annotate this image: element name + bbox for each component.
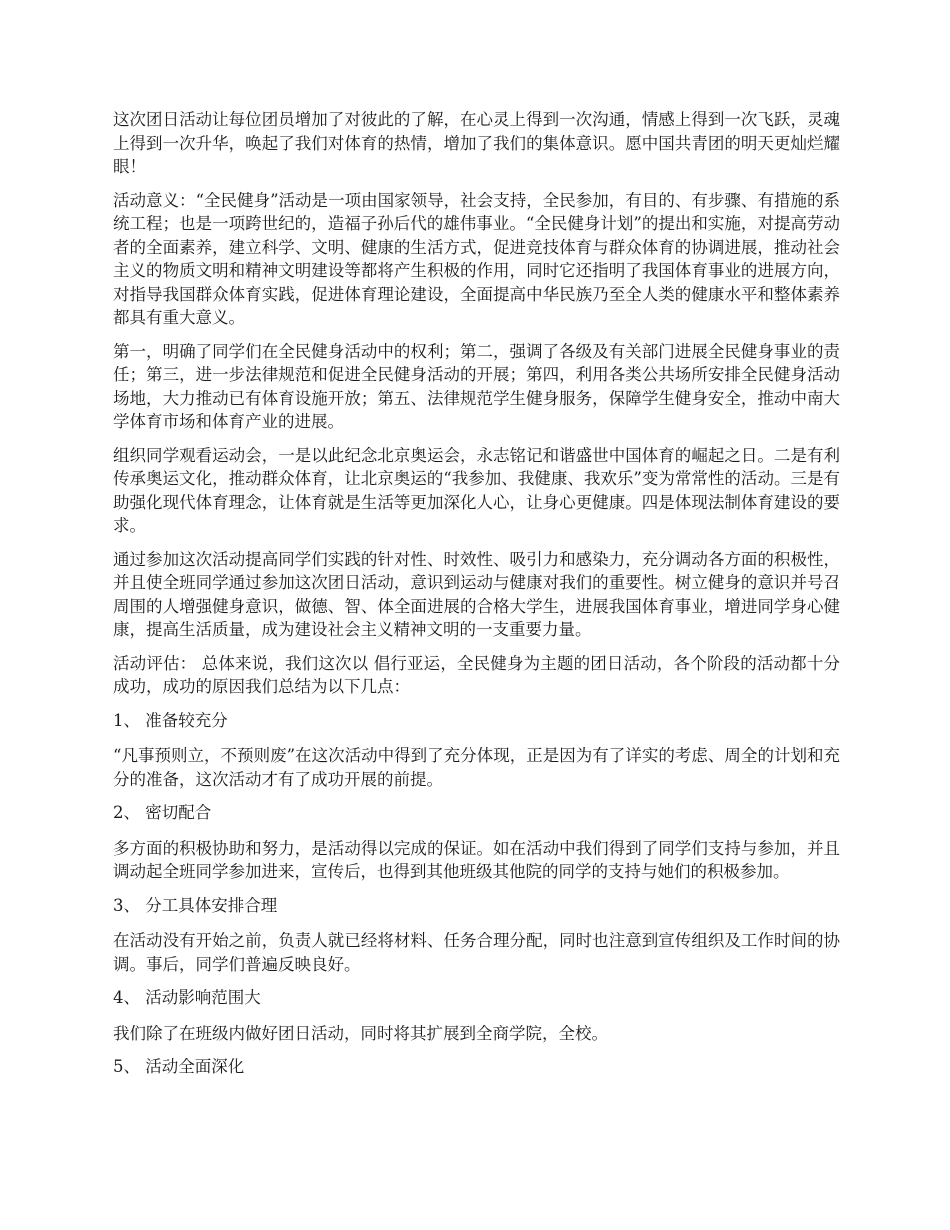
body-paragraph: 活动意义：“全民健身”活动是一项由国家领导，社会支持，全民参加，有目的、有步骤、有措施的系统工程；也是一项跨世纪的，造福子孙后代的雄伟事业。“全民健身计划”的提出和实施，对提高劳动者的全面素养，建立科学、文明、健康的生活方式，促进竞技体育与群众体育的协调进展，推动社会主义的物质文明和精神文明建设等都将产生积极的作用，同时它还指明了我国体育事业的进展方向，对指导我国群众体育实践，促进体育理论建设，全面提高中华民族乃至全人类的健康水平和整体素养都具有重大意义。 <box>113 190 840 327</box>
body-paragraph: 在活动没有开始之前，负责人就已经将材料、任务合理分配，同时也注意到宣传组织及工作时间的协调。事后，同学们普遍反映良好。 <box>113 931 840 974</box>
body-paragraph: 这次团日活动让每位团员增加了对彼此的了解，在心灵上得到一次沟通，情感上得到一次飞跃，灵魂上得到一次升华，唤起了我们对体育的热情，增加了我们的集体意识。愿中国共青团的明天更灿烂耀眼！ <box>113 110 840 176</box>
body-paragraph: 我们除了在班级内做好团日活动，同时将其扩展到全商学院，全校。 <box>113 1023 608 1043</box>
body-paragraph: 活动评估： 总体来说，我们这次以 倡行亚运，全民健身为主题的团日活动，各个阶段的活动都十分成功，成功的原因我们总结为以下几点： <box>113 653 840 696</box>
section-heading: 5、 活动全面深化 <box>113 1057 245 1076</box>
section-heading: 4、 活动影响范围大 <box>113 988 261 1007</box>
body-paragraph: “凡事预则立，不预则废”在这次活动中得到了充分体现，正是因为有了详实的考虑、周全的计划和充分的准备，这次活动才有了成功开展的前提。 <box>113 746 840 789</box>
body-paragraph: 第一，明确了同学们在全民健身活动中的权利；第二，强调了各级及有关部门进展全民健身事业的责任；第三，进一步法律规范和促进全民健身活动的开展；第四，利用各类公共场所安排全民健身活动场地，大力推动已有体育设施开放；第五、法律规范学生健身服务，保障学生健身安全，推动中南大学体育市场和体育产业的进展。 <box>113 341 840 431</box>
section-heading: 1、 准备较充分 <box>113 710 228 730</box>
section-heading: 2、 密切配合 <box>113 803 212 822</box>
body-paragraph: 多方面的积极协助和努力，是活动得以完成的保证。如在活动中我们得到了同学们支持与参加，并且调动起全班同学参加进来，宣传后，也得到其他班级其他院的同学的支持与她们的积极参加。 <box>113 838 840 881</box>
body-paragraph: 组织同学观看运动会，一是以此纪念北京奥运会，永志铭记和谐盛世中国体育的崛起之日。二是有利传承奥运文化，推动群众体育，让北京奥运的“我参加、我健康、我欢乐”变为常常性的活动。三是有助强化现代体育理念，让体育就是生活等更加深化人心，让身心更健康。四是体现法制体育建设的要求。 <box>113 445 840 535</box>
body-paragraph: 通过参加这次活动提高同学们实践的针对性、时效性、吸引力和感染力，充分调动各方面的积极性，并且使全班同学通过参加这次团日活动，意识到运动与健康对我们的重要性。树立健身的意识并号召周围的人增强健身意识，做德、智、体全面进展的合格大学生，进展我国体育事业，增进同学身心健康，提高生活质量，成为建设社会主义精神文明的一支重要力量。 <box>113 549 840 639</box>
section-heading: 3、 分工具体安排合理 <box>113 895 278 915</box>
document-page <box>113 108 840 1091</box>
